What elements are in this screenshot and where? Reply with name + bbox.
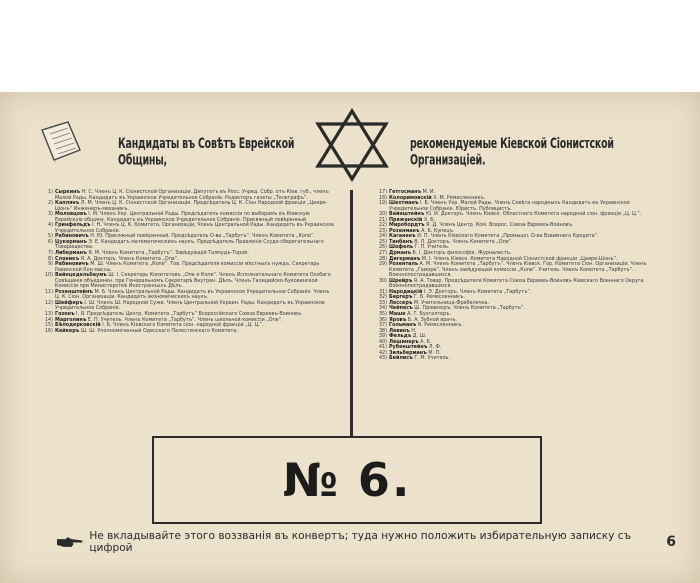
candidate-name: Колоримовскій — [389, 194, 432, 201]
candidate-number: 4) — [48, 222, 53, 229]
header-title-left: Кандидаты въ Совѣтъ Еврейской Общины, — [118, 136, 295, 169]
candidate-number: 8) — [48, 255, 53, 262]
candidate-details: Г. П. Учитель. — [413, 244, 450, 251]
candidate-name: Дрманъ — [389, 250, 411, 257]
candidate-number: 25) — [378, 238, 387, 245]
candidate-details: Е. П. Учитель. Членъ Комитета „Тарбутъ“. Членъ школьной комиссіи „Опе“. — [86, 316, 283, 323]
candidate-number: 9) — [48, 261, 53, 268]
candidate-name: Розенталь — [389, 261, 419, 268]
candidate-name: Фельдъ — [389, 333, 412, 340]
candidate-details: Л. М. Членъ Ц. К. Сіонистской Организаціи. Предсѣдатель Ц. К. Сіон Народной фракціи „Цеире-Ціонъ“ Инженеръ-механикъ. — [55, 200, 328, 212]
book-icon — [38, 120, 84, 164]
candidate-name: Народицкій — [389, 288, 423, 295]
candidate-details: Я. Д. Членъ Центр. Ком. Всерос. Союза Евреевъ-Воиновъ. — [424, 222, 574, 229]
candidate-entry — [38, 329, 336, 335]
candidate-name: Шофель — [389, 244, 414, 251]
candidate-number: 14) — [44, 316, 53, 323]
candidate-details: Б. I. Докторъ философіи. Журналистъ. — [411, 250, 512, 257]
candidate-details: В. Л. Докторъ. Членъ Комитета „Опе“. — [412, 238, 513, 245]
candidate-details: М. П. — [426, 349, 441, 356]
candidate-name: Гольманъ — [389, 322, 417, 329]
candidate-name: Гетгосманъ — [389, 189, 422, 195]
candidate-number: 39) — [378, 333, 387, 340]
candidate-details: М. Б. Членъ Центральной Рады. Кандидатъ въ Украинское Учредительное Собраніе. Членъ Ц. К. Сіон. Организаціи. Кандидатъ экономическихъ наукъ. — [55, 288, 330, 301]
candidate-details: I. Б. Членъ Кіевскаго Комитета сіон. народной фракціи „Ц. Ц.“. — [100, 322, 264, 329]
candidate-details: Н. — [409, 327, 417, 334]
candidate-number: 43) — [378, 355, 387, 362]
column-divider — [350, 190, 353, 436]
candidate-details: I. Н. Членъ Ц. К. Комитета, Организаціи, Членъ Центральной Рады. Кандидатъ въ Украинское Учредительное Собраніе. — [55, 222, 335, 234]
candidate-details: Я. Ремесленникъ. — [416, 322, 463, 329]
candidate-name: Рубенштейнъ — [389, 344, 428, 351]
candidate-name: Дигерманъ — [389, 255, 421, 262]
candidate-name: Зильберманъ — [389, 349, 427, 356]
candidate-details: Б. А. Зубной врачъ. — [406, 316, 458, 323]
candidate-name: Гринфельдъ — [55, 222, 91, 229]
candidate-details: Х. Б. — [422, 216, 436, 223]
candidate-number: 2) — [48, 200, 53, 207]
candidate-number: 18) — [378, 194, 387, 201]
candidate-details: Г. М. Учитель. — [412, 355, 450, 362]
candidate-name: Тинбанъ — [389, 238, 413, 245]
candidate-number: 19) — [378, 200, 387, 207]
candidate-number: 7) — [48, 250, 53, 257]
candidate-details: Ш. Провизоръ. Членъ Комитета „Тарбутъ“. — [412, 305, 525, 312]
candidate-name: Шехтманъ — [389, 200, 419, 207]
candidate-details: М. Ш. Членъ Комитета „Копе“. Тов. Предсѣдателя комиссіи мѣстныхъ нуждъ. Секретарь Равинской Кон массы. — [55, 261, 320, 273]
list-number: № 6. — [282, 453, 412, 507]
candidate-number: 12) — [44, 299, 53, 306]
candidate-entry — [372, 356, 667, 362]
candidate-name: Лессеръ — [389, 299, 413, 306]
candidate-list-left — [38, 190, 336, 334]
candidate-number: 17) — [378, 189, 387, 195]
candidate-number: 5) — [48, 233, 53, 240]
candidate-details: I. Б. Членъ Укр. Малой Рады. Членъ Совѣта народныхъ Кандидатъ въ Украинское Учредительное Собраніе. Юристъ. Публицистъ. — [389, 200, 630, 212]
pointing-hand-icon — [56, 536, 83, 548]
candidate-details: Я. А. Товар. Предсѣдателя Комитета Союза Евреевъ-Воиновъ Кіевскаго Военнаго Округа. Военнопострадавшихся. — [389, 277, 645, 290]
candidate-name: Либерманъ — [55, 250, 87, 257]
candidate-number: 34) — [378, 305, 387, 312]
candidate-name: Каганенъ — [389, 233, 416, 240]
candidate-number: 11) — [44, 288, 53, 295]
footer-text: Не вкладывайте этого воззванія въ конвертъ; туда нужно положить избирательную записку съ цифрой — [89, 530, 632, 554]
candidate-details: М. I. Членъ Кіевск. Комитета Народной Сіонистской фракціи „Цеире-Ціонъ“. — [420, 255, 618, 262]
candidate-name: Маше — [389, 311, 406, 318]
candidate-name: Розенштейнъ — [55, 288, 93, 295]
candidate-details: Я. М. Членъ Комитета „Тарбутъ“. Завѣдующій Талмудъ-Торой. — [86, 250, 249, 257]
candidate-number: 21) — [378, 216, 387, 223]
candidate-name: Розенманъ — [389, 227, 420, 234]
candidate-number: 6) — [48, 238, 53, 245]
candidate-number: 27) — [378, 250, 387, 257]
candidate-name: Бергеръ — [389, 294, 413, 301]
candidate-details: Н. С. Членъ Ц. К. Сіонистской Организаціи. Депутатъ въ Росс. Учред. Собр. отъ Кіев. губ., членъ Малой Рады. Кандидатъ въ Украинское Учредительное Собраніе. Редакторъ газеты „Телеграфъ“. — [55, 189, 329, 201]
candidate-details: А. Г. Бухгалтеръ. — [405, 311, 452, 318]
candidate-name: Миробордтъ — [389, 222, 425, 229]
candidate-name: Лешинеръ — [389, 338, 419, 345]
candidate-description — [55, 329, 238, 335]
candidate-number: 10) — [44, 272, 53, 279]
candidate-number: 37) — [378, 322, 387, 329]
candidate-number: 35) — [378, 311, 387, 318]
candidate-details: Д. Ш. — [411, 333, 427, 340]
candidate-name: Марголинъ — [55, 316, 87, 323]
candidate-details: М. И. — [421, 189, 436, 195]
candidate-name: Бѣлодерковскій — [55, 322, 101, 329]
candidate-details: А. Б. Купецъ. — [419, 227, 455, 234]
candidate-details: А. М. Членъ Комитета „Тарбутъ“. Членъ Кіевск. Гор. Комитета Сіон. Организаціи. Членъ Комитета „Гаморе“. Членъ завѣдующей комиссіи „Копе“. Учитель. Членъ Комитета „Тарбутъ“. Военнопострадавшихся. — [389, 261, 647, 279]
candidate-details: I. Я. Предсѣдатель Центр. Комитета „Тарбутъ“ Всероссійскаго Союза Евреевъ-Воиновъ. — [74, 311, 303, 318]
candidate-description — [389, 262, 667, 279]
candidate-details: I. Э. Докторъ. Членъ Комитета „Тарбутъ“. — [422, 288, 532, 295]
candidate-name: Кейкеръ — [55, 327, 80, 334]
candidate-number: 40) — [378, 338, 387, 345]
candidate-number: 31) — [378, 288, 387, 295]
candidate-number: 42) — [378, 349, 387, 356]
candidate-number: 20) — [378, 211, 387, 218]
candidate-name: Вайнцедельбаумъ — [55, 272, 107, 279]
candidate-number: 24) — [378, 233, 387, 240]
candidate-entry — [372, 262, 667, 279]
candidate-name: Рабиновичъ — [55, 261, 89, 268]
candidate-name: Цукерманъ — [55, 238, 87, 245]
candidate-name: Сыркинъ — [55, 189, 81, 195]
candidate-number: 26) — [378, 244, 387, 251]
candidate-name: Чейпесъ — [389, 305, 413, 312]
candidate-name: Каплянъ — [55, 200, 80, 207]
candidate-details: А. Б. — [418, 338, 432, 345]
candidate-name: Яровъ — [389, 316, 407, 323]
candidate-name: Бейлисъ — [389, 355, 413, 362]
header-title-right: рекомендуемые Кіевской Сіонистской Организаціей. — [410, 136, 614, 169]
candidate-name: Моловцовъ — [55, 211, 87, 218]
candidate-details: Х. М. Ремесленникъ. — [431, 194, 486, 201]
candidate-entry — [38, 273, 336, 290]
candidate-number: 23) — [378, 227, 387, 234]
candidate-details: I. Ш. Членъ Ш. Народной Сужи. Членъ Центральной Украин. Рады. Кандидатъ въ Украинское Учредительное Собраніе. — [55, 299, 325, 312]
footer-number: 6 — [666, 534, 676, 550]
candidate-details: I. М. Членъ Укр. Центральной Рады. Предсѣдатель комиссіи по выборамъ въ Кіевскую Еврейскую общину. Кандидатъ въ Украинское Учредительное Собраніе. Присяжный повѣренный. — [55, 211, 310, 223]
candidate-details: Ш. I. Секретарь Комитетовъ „Опе и Копе“. Членъ Исполнительнаго Комитета Особаго Совѣщанія объединен. при Генеральномъ Секретарѣ Внутрен. Дѣлъ. Членъ Галицийско-Буковинской Комиссіи при Министерствѣ Иностранныхъ Дѣлъ. — [55, 272, 331, 290]
candidate-name: Пряжанскій — [389, 216, 423, 223]
candidate-number: 32) — [378, 294, 387, 301]
candidate-details: Г. Б. Ремесленникъ. — [412, 294, 465, 301]
candidate-number: 22) — [378, 222, 387, 229]
candidate-number: 16) — [44, 327, 53, 334]
candidate-name: Шрейръ — [389, 277, 413, 284]
candidate-number: 29) — [378, 261, 387, 268]
candidate-number: 28) — [378, 255, 387, 262]
candidate-name: Рабиновичъ — [55, 233, 89, 240]
candidate-number: 38) — [378, 327, 387, 334]
candidate-details: М. Учительница-Фребеличка. — [412, 299, 490, 306]
candidate-details: Ю. И. Докторъ. Членъ Кіевск. Областного Комитета народной сіон. фракціи „Ц. Ц.“. — [424, 211, 642, 218]
candidate-number: 41) — [378, 344, 387, 351]
candidate-number: 1) — [48, 189, 53, 195]
candidate-number: 3) — [48, 211, 53, 218]
candidate-details: Э. Е. Кандидатъ математическихъ наукъ. Предсѣдатель Правленія Ссудо-сберегательнаго Товарищества. — [55, 238, 324, 251]
list-number-box — [152, 436, 542, 524]
candidate-description — [389, 356, 450, 362]
candidate-name: Левинъ — [389, 327, 410, 334]
candidate-number: 15) — [44, 322, 53, 329]
candidate-description — [55, 273, 336, 290]
star-of-david-icon — [313, 108, 391, 182]
candidate-details: Я. А. Докторъ. Членъ Комитета „Опе“. — [79, 255, 179, 262]
candidate-number: 36) — [378, 316, 387, 323]
candidate-details: Л. Ф. — [427, 344, 442, 351]
candidate-name: Гозенъ — [55, 311, 75, 318]
candidate-details: Ш. Ш. Уполномоченный Одесскаго Палестинскаго Комитета. — [79, 327, 238, 334]
candidate-number: 30) — [378, 277, 387, 284]
candidate-name: Шейферъ — [55, 299, 83, 306]
candidate-number: 13) — [44, 311, 53, 318]
footer-instruction — [56, 530, 676, 554]
candidate-details: И. П. Членъ Кіевскаго Комитета „Промышл. О-ва Взаимнаго Кредита“. — [415, 233, 599, 240]
candidate-name: Слоникъ — [55, 255, 80, 262]
candidate-details: Н. Ю. Присяжный повѣренный. Предсѣдатель О-ва „Тарбутъ“. Членъ Комитета „Копе“. — [88, 233, 316, 240]
candidate-name: Вайнштейнъ — [389, 211, 425, 218]
candidate-number: 33) — [378, 299, 387, 306]
candidate-list-right — [372, 190, 667, 362]
